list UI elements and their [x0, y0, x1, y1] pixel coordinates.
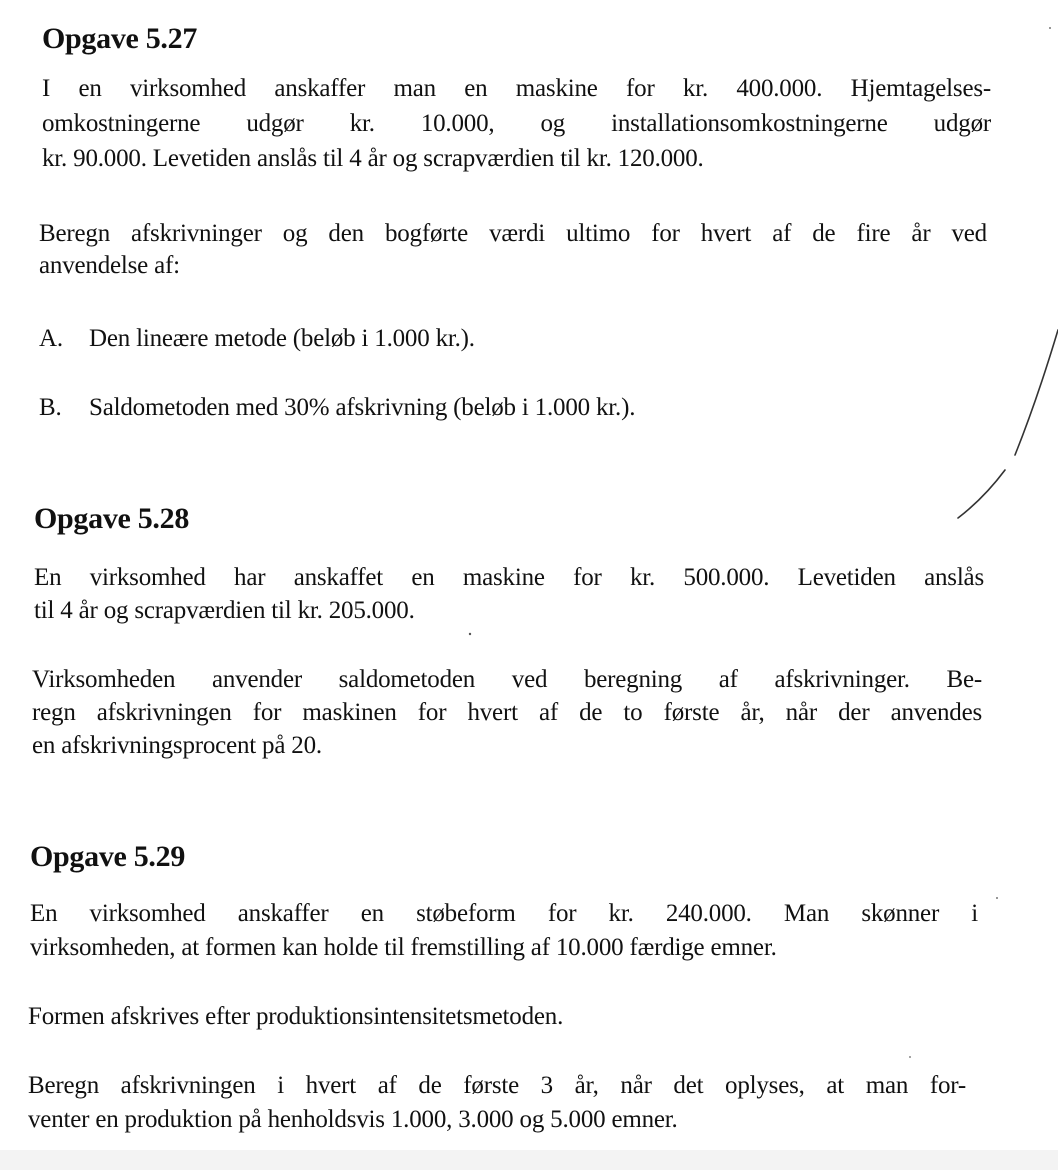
- list-item-a: [39, 322, 475, 355]
- exercise-title: Opgave 5.29: [30, 840, 186, 873]
- list-item-text: Den lineære metode (beløb i 1.000 kr.).: [89, 325, 475, 352]
- scan-bottom-edge: [0, 1150, 1058, 1170]
- exercise-intro-line: I en virksomhed anskaffer man en maskine for kr. 400.000. Hjemtagelses-: [42, 75, 991, 102]
- exercise-title: Opgave 5.27: [42, 22, 198, 55]
- exercise-title: Opgave 5.28: [34, 502, 190, 535]
- list-item-b: [39, 391, 635, 424]
- exercise-question-line: Virksomheden anvender saldometoden ved beregning af afskrivninger. Be-: [32, 666, 982, 693]
- exercise-question-line: anvendelse af:: [39, 252, 180, 279]
- exercise-question-line: venter en produktion på henholdsvis 1.000, 3.000 og 5.000 emner.: [28, 1106, 678, 1133]
- exercise-question-line: en afskrivningsprocent på 20.: [32, 732, 322, 759]
- exercise-intro-line: omkostningerne udgør kr. 10.000, og installationsomkostningerne udgør: [42, 110, 991, 137]
- exercise-intro-line: En virksomhed anskaffer en støbeform for kr. 240.000. Man skønner i: [30, 900, 978, 927]
- list-item-text: Saldometoden med 30% afskrivning (beløb i 1.000 kr.).: [89, 394, 636, 421]
- exercise-intro-line: kr. 90.000. Levetiden anslås til 4 år og scrapværdien til kr. 120.000.: [42, 145, 704, 172]
- list-item-letter: B.: [39, 394, 62, 421]
- exercise-intro-line: En virksomhed har anskaffet en maskine for kr. 500.000. Levetiden anslås: [34, 564, 984, 591]
- list-item-letter: A.: [39, 325, 63, 352]
- exercise-method-line: Formen afskrives efter produktionsintensitetsmetoden.: [28, 1003, 564, 1030]
- exercise-intro-line: til 4 år og scrapværdien til kr. 205.000.: [34, 597, 415, 624]
- exercise-intro-line: virksomheden, at formen kan holde til fremstilling af 10.000 færdige emner.: [30, 934, 777, 961]
- exercise-question-line: Beregn afskrivningen i hvert af de første 3 år, når det oplyses, at man for-: [28, 1072, 966, 1099]
- exercise-question-line: Beregn afskrivninger og den bogførte værdi ultimo for hvert af de fire år ved: [39, 220, 987, 247]
- exercise-question-line: regn afskrivningen for maskinen for hvert af de to første år, når der anvendes: [32, 699, 982, 726]
